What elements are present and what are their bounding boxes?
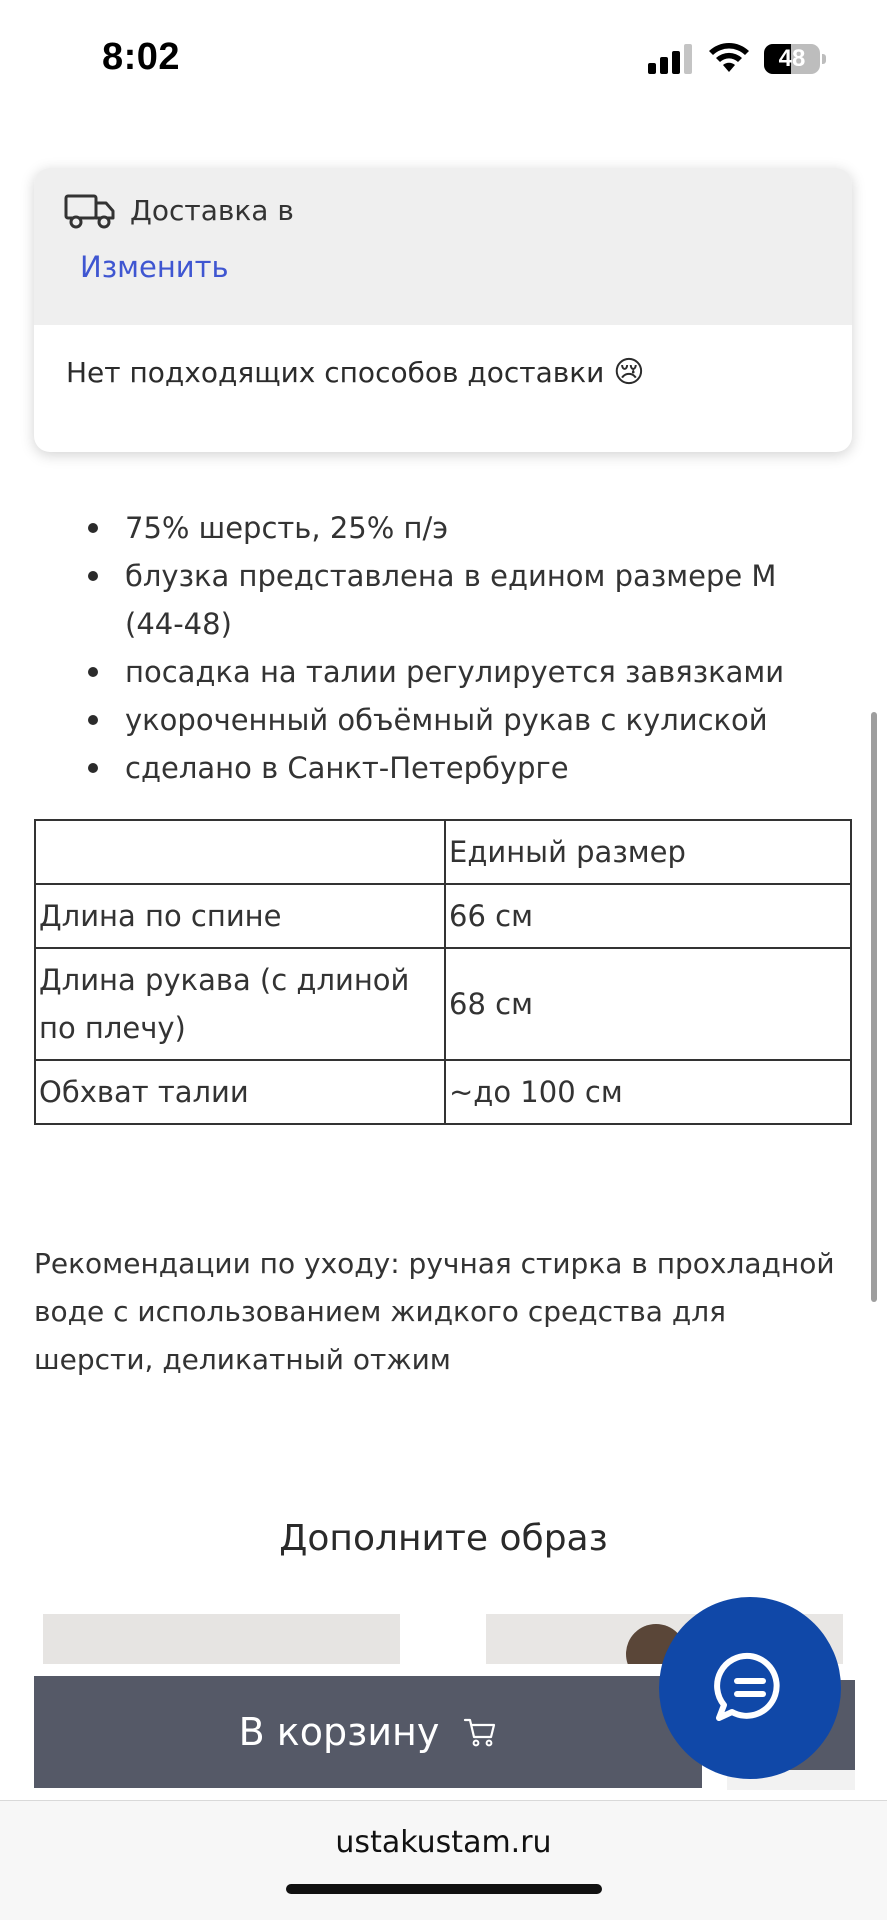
table-cell: Единый размер <box>445 820 851 884</box>
change-delivery-link[interactable]: Изменить <box>80 250 229 284</box>
browser-address-bar[interactable] <box>0 1800 887 1920</box>
table-cell: 68 см <box>445 948 851 1060</box>
no-methods-label: Нет подходящих способов доставки <box>66 356 605 389</box>
table-cell: ~до 100 см <box>445 1060 851 1124</box>
table-header-row <box>35 820 851 884</box>
table-cell <box>35 820 445 884</box>
delivery-header <box>34 168 852 325</box>
product-features-list <box>88 504 828 792</box>
add-to-cart-label: В корзину <box>238 1710 440 1754</box>
product-image[interactable] <box>43 1614 400 1664</box>
feature-item: блузка представлена в едином размере М (44-48) <box>88 552 828 648</box>
feature-item: 75% шерсть, 25% п/э <box>88 504 828 552</box>
battery-icon <box>764 44 826 74</box>
chat-button[interactable] <box>659 1597 841 1779</box>
status-time: 8:02 <box>102 36 181 78</box>
table-cell: Длина рукава (с длиной по плечу) <box>35 948 445 1060</box>
battery-level: 48 <box>778 45 806 72</box>
no-delivery-methods-text <box>66 354 766 391</box>
truck-icon <box>64 192 116 230</box>
size-table <box>34 819 852 1125</box>
delivery-title: Доставка в <box>130 194 294 227</box>
table-row <box>35 884 851 948</box>
feature-item: посадка на талии регулируется завязками <box>88 648 828 696</box>
feature-item: укороченный объёмный рукав с кулиской <box>88 696 828 744</box>
crying-face-icon: 😢 <box>613 355 645 390</box>
recommend-title: Дополните образ <box>279 1518 608 1559</box>
table-cell: Обхват талии <box>35 1060 445 1124</box>
home-indicator[interactable] <box>286 1884 602 1894</box>
care-instructions: Рекомендации по уходу: ручная стирка в прохладной воде с использованием жидкого средства для шерсти, деликатный отжим <box>34 1247 835 1376</box>
table-row <box>35 948 851 1060</box>
feature-item: сделано в Санкт-Петербурге <box>88 744 828 792</box>
cellular-signal-icon <box>648 44 692 74</box>
chat-bubble-icon <box>710 1648 790 1728</box>
delivery-card <box>34 168 852 452</box>
cart-icon <box>463 1716 497 1748</box>
add-to-cart-button[interactable] <box>34 1676 702 1788</box>
wifi-icon <box>708 42 750 74</box>
table-row <box>35 1060 851 1124</box>
table-cell: 66 см <box>445 884 851 948</box>
scrollbar[interactable] <box>871 712 877 1302</box>
url-text[interactable]: ustakustam.ru <box>335 1825 552 1860</box>
table-cell: Длина по спине <box>35 884 445 948</box>
